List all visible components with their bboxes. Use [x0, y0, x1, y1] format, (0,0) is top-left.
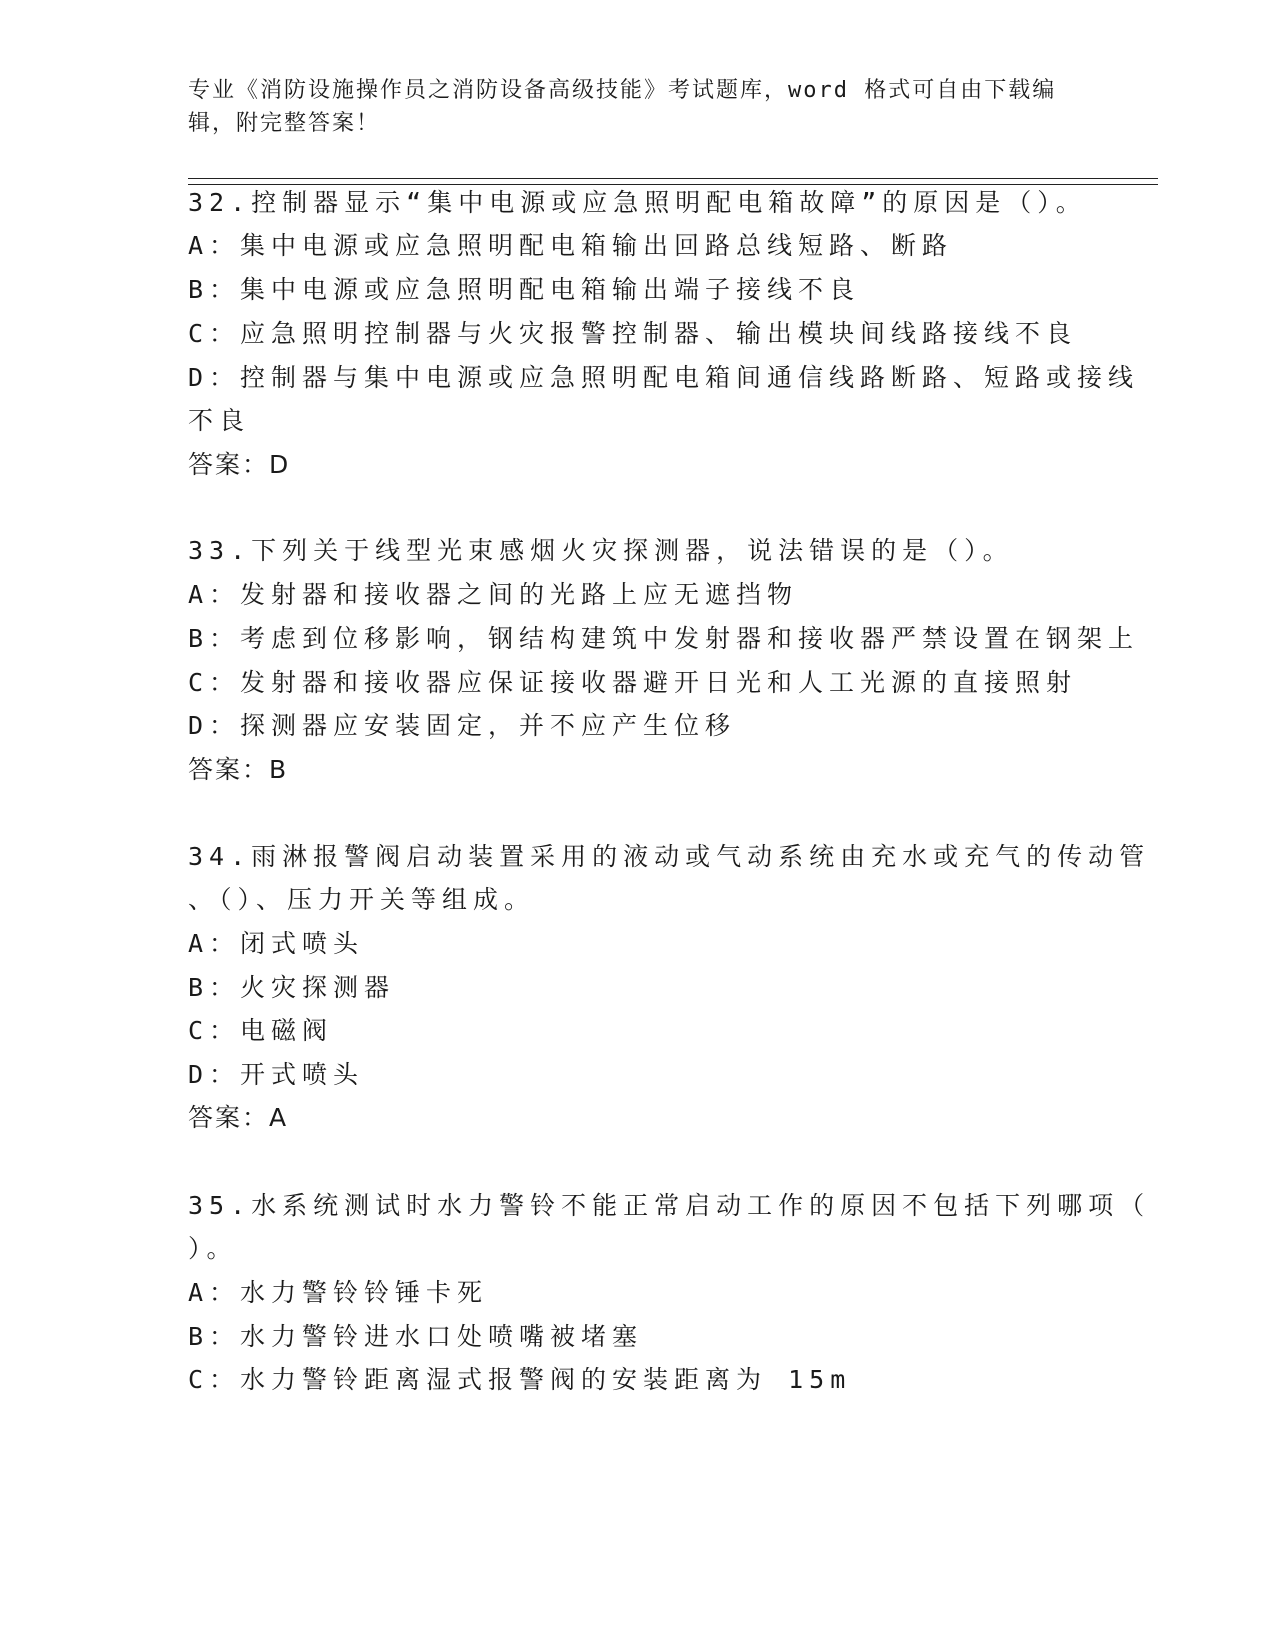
header-divider-bottom: [188, 184, 1158, 185]
question-32-option-d-continued: 不良: [188, 406, 251, 435]
question-34-stem: 34.雨淋报警阀启动装置采用的液动或气动系统由充水或充气的传动管: [188, 842, 1151, 871]
question-32-option-a: A：集中电源或应急照明配电箱输出回路总线短路、断路: [188, 231, 954, 260]
document-header: 专业《消防设施操作员之消防设备高级技能》考试题库，word 格式可自由下载编辑，附完整答案！: [188, 78, 1057, 136]
question-35-option-b: B：水力警铃进水口处喷嘴被堵塞: [188, 1322, 644, 1351]
question-32-stem: 32.控制器显示“集中电源或应急照明配电箱故障”的原因是（）。: [188, 188, 1087, 217]
question-32-option-b: B：集中电源或应急照明配电箱输出端子接线不良: [188, 275, 861, 304]
question-33-option-d: D：探测器应安装固定，并不应产生位移: [188, 711, 737, 740]
question-32-answer: 答案：D: [188, 450, 291, 479]
question-34-answer: 答案：A: [188, 1103, 289, 1132]
question-32-option-c: C：应急照明控制器与火灾报警控制器、输出模块间线路接线不良: [188, 319, 1078, 348]
header-divider-top: [188, 178, 1158, 179]
question-35-stem-continued: ）。: [188, 1234, 238, 1263]
question-33-option-a: A：发射器和接收器之间的光路上应无遮挡物: [188, 580, 799, 609]
question-33-answer: 答案：B: [188, 755, 289, 784]
question-34-option-b: B：火灾探测器: [188, 973, 396, 1002]
question-34-stem-continued: 、（）、压力开关等组成。: [188, 885, 536, 914]
question-35-stem: 35.水系统测试时水力警铃不能正常启动工作的原因不包括下列哪项（: [188, 1191, 1151, 1220]
question-35-option-c: C：水力警铃距离湿式报警阀的安装距离为 15m: [188, 1365, 852, 1394]
question-33-option-c: C：发射器和接收器应保证接收器避开日光和人工光源的直接照射: [188, 668, 1078, 697]
question-34-option-c: C：电磁阀: [188, 1016, 334, 1045]
question-35-option-a: A：水力警铃铃锤卡死: [188, 1278, 489, 1307]
question-33-option-b: B：考虑到位移影响，钢结构建筑中发射器和接收器严禁设置在钢架上: [188, 624, 1140, 653]
question-34-option-a: A：闭式喷头: [188, 929, 365, 958]
question-33-stem: 33.下列关于线型光束感烟火灾探测器，说法错误的是（）。: [188, 536, 1014, 565]
question-34-option-d: D：开式喷头: [188, 1060, 365, 1089]
question-32-option-d: D：控制器与集中电源或应急照明配电箱间通信线路断路、短路或接线: [188, 363, 1140, 392]
